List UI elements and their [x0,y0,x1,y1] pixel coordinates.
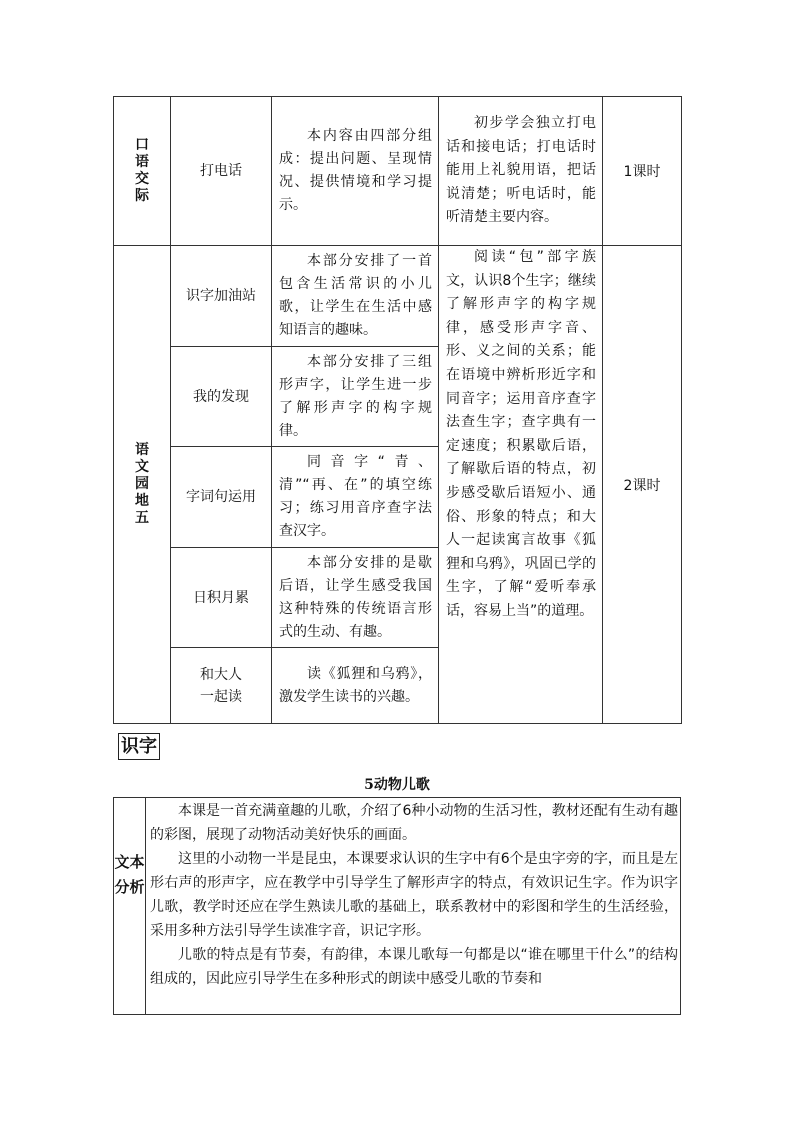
analysis-label-cell [114,798,146,1015]
item-name-cell: 识字加油站 [171,246,272,347]
topic-cell: 打电话 [171,97,272,246]
item-description-cell: 本部分安排了一首包含生活常识的小儿歌，让学生在生活中感知语言的趣味。 [279,253,432,338]
table-border [114,1014,680,1015]
item-name-cell: 日积月累 [171,548,272,648]
goal-cell: 阅读“包”部字族文，认识8个生字；继续了解形声字的构字规律，感受形声字音、形、义之间的关系；能在语境中辨析形近字和同音字；运用音序查字法查生字；查字典有一定速度；积累歇后语，了解歇后语的特点，初步感受歇后语短小、通俗、形象的特点；和大人一起读寓言故事《狐狸和乌鸦》，巩固已学的生字，了解“爱听奉承话，容易上当”的道理。 [446,249,596,619]
curriculum-table [113,96,682,724]
description-cell: 本内容由四部分组成：提出问题、呈现情况、提供情境和学习提示。 [279,128,432,213]
item-description-cell: 本部分安排了三组形声字，让学生进一步了解形声字的构字规律。 [279,353,432,439]
hours-cell: 1课时 [603,97,682,246]
analysis-paragraph: 本课是一首充满童趣的儿歌，介绍了6种小动物的生活习性，教材还配有生动有趣的彩图，展现了动物活动美好快乐的画面。 [150,803,678,843]
goal-cell: 初步学会独立打电话和接电话；打电话时能用上礼貌用语，把话说清楚；听电话时，能听清楚主要内容。 [446,115,596,226]
analysis-body [146,799,680,991]
lesson-title: 5动物儿歌 [364,777,430,793]
analysis-paragraph: 这里的小动物一半是昆虫，本课要求认识的生字中有6个是虫字旁的字，而且是左形右声的形声字，应在教学中引导学生了解形声字的特点，有效识记生字。作为识字儿歌，教学时还应在学生熟读儿歌的基础上，联系教材中的彩图和学生的生活经验，采用多种方法引导学生读准字音，识记字形。 [150,851,678,939]
item-description-cell: 本部分安排的是歇后语，让学生感受我国这种特殊的传统语言形式的生动、有趣。 [279,554,432,640]
hours-cell: 2课时 [603,246,682,724]
text-analysis-table [113,797,681,1015]
analysis-label: 文本分析 [114,853,145,896]
item-description-cell: 读《狐狸和乌鸦》，激发学生读书的兴趣。 [279,665,432,705]
section-tag: 识字 [118,733,160,760]
analysis-paragraph: 儿歌的特点是有节奏，有韵律，本课儿歌每一句都是以“谁在哪里干什么”的结构组成的，因此应引导学生在多种形式的朗读中感受儿歌的节奏和 [150,947,678,987]
garden-row [114,246,682,347]
item-name-cell: 和大人一起读 [171,648,272,724]
category-label: 语文园地五 [135,442,149,526]
item-name-cell: 我的发现 [171,347,272,447]
category-label: 口语交际 [135,137,149,204]
item-description-cell: 同音字“青、清”“再、在”的填空练习；练习用音序查字法查汉字。 [279,454,432,539]
oral-communication-row [114,97,682,246]
item-name-cell: 字词句运用 [171,447,272,548]
